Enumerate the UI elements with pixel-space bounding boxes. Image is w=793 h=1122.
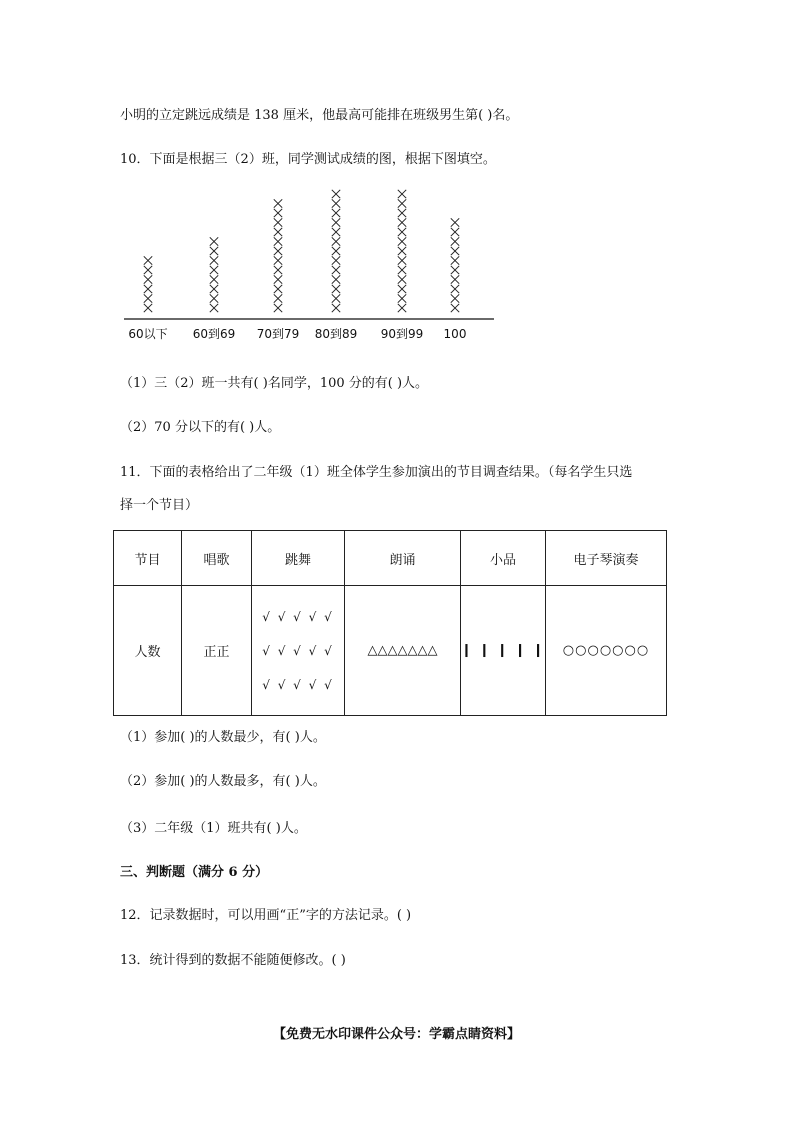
table-header-cell: 节目	[114, 531, 182, 586]
table-header-cell: 朗诵	[345, 531, 461, 586]
chart-mark-x	[398, 294, 406, 302]
chart-mark-x	[274, 218, 282, 226]
chart-mark-x	[332, 218, 340, 226]
chart-mark-x	[144, 256, 152, 264]
chart-mark-x	[332, 237, 340, 245]
chart-mark-x	[274, 256, 282, 264]
dot-chart	[110, 185, 510, 354]
chart-mark-x	[210, 285, 218, 293]
footer-note: 【免费无水印课件公众号：学霸点睛资料】	[272, 1027, 520, 1042]
chart-mark-x	[451, 266, 459, 274]
chart-category-label: 70到79	[256, 327, 300, 341]
chart-mark-x	[274, 237, 282, 245]
chart-mark-x	[274, 199, 282, 207]
singing-tally: 正正	[182, 586, 252, 716]
row-label: 人数	[114, 586, 182, 716]
chart-mark-x	[451, 275, 459, 283]
chart-category-label: 90到99	[380, 327, 424, 341]
chart-mark-x	[274, 285, 282, 293]
chart-mark-x	[451, 228, 459, 236]
table-header-row	[114, 531, 667, 586]
chart-mark-x	[332, 190, 340, 198]
table-row	[114, 586, 667, 716]
chart-mark-x	[274, 275, 282, 283]
chart-mark-x	[332, 294, 340, 302]
question-10-part-2: （2）70 分以下的有( )人。	[120, 420, 281, 435]
chart-mark-x	[451, 218, 459, 226]
chart-mark-x	[274, 228, 282, 236]
question-11-line-2: 择一个节目）	[120, 498, 199, 513]
chart-mark-x	[398, 190, 406, 198]
text-line-1: 小明的立定跳远成绩是 138 厘米，他最高可能排在班级男生第( )名。	[120, 108, 519, 123]
chart-mark-x	[210, 266, 218, 274]
chart-mark-x	[274, 294, 282, 302]
question-11-part-2: （2）参加( )的人数最多，有( )人。	[120, 774, 326, 789]
dance-check-row: √ √ √ √ √	[262, 643, 334, 658]
chart-mark-x	[398, 285, 406, 293]
chart-mark-x	[332, 209, 340, 217]
survey-table	[113, 530, 667, 716]
chart-mark-x	[144, 294, 152, 302]
chart-category-label: 60到69	[192, 327, 236, 341]
skit-tally: ❙❙❙❙❙	[461, 586, 546, 716]
chart-mark-x	[398, 266, 406, 274]
chart-mark-x	[332, 266, 340, 274]
table-header-cell: 电子琴演奏	[546, 531, 667, 586]
chart-mark-x	[332, 285, 340, 293]
chart-mark-x	[451, 285, 459, 293]
question-10-part-1: （1）三（2）班一共有( )名同学，100 分的有( )人。	[120, 376, 429, 391]
chart-mark-x	[210, 237, 218, 245]
chart-mark-x	[398, 209, 406, 217]
chart-mark-x	[144, 275, 152, 283]
chart-mark-x	[144, 266, 152, 274]
chart-mark-x	[451, 294, 459, 302]
chart-mark-x	[332, 228, 340, 236]
chart-mark-x	[332, 247, 340, 255]
chart-mark-x	[451, 247, 459, 255]
chart-mark-x	[274, 266, 282, 274]
chart-mark-x	[274, 304, 282, 312]
chart-category-label: 100	[443, 327, 467, 341]
question-11-line-1: 11．下面的表格给出了二年级（1）班全体学生参加演出的节目调查结果。（每名学生只选	[120, 465, 633, 480]
dance-tally	[252, 586, 345, 716]
chart-mark-x	[398, 237, 406, 245]
keyboard-tally: ○○○○○○○	[546, 586, 667, 716]
chart-mark-x	[398, 199, 406, 207]
chart-mark-x	[398, 275, 406, 283]
chart-category-label: 80到89	[314, 327, 358, 341]
chart-mark-x	[210, 275, 218, 283]
chart-mark-x	[210, 256, 218, 264]
chart-mark-x	[332, 199, 340, 207]
chart-mark-x	[451, 304, 459, 312]
table-header-cell: 小品	[461, 531, 546, 586]
question-11-part-1: （1）参加( )的人数最少，有( )人。	[120, 730, 326, 745]
chart-mark-x	[398, 304, 406, 312]
chart-mark-x	[274, 209, 282, 217]
question-12: 12．记录数据时，可以用画“正”字的方法记录。( )	[120, 908, 412, 923]
question-11-part-3: （3）二年级（1）班共有( )人。	[120, 821, 307, 836]
question-13: 13．统计得到的数据不能随便修改。( )	[120, 953, 346, 968]
table-header-cell: 跳舞	[252, 531, 345, 586]
chart-category-label: 60以下	[128, 327, 168, 341]
table-header-cell: 唱歌	[182, 531, 252, 586]
section-3-heading: 三、判断题（满分 6 分）	[120, 865, 269, 880]
recite-tally: △△△△△△△	[345, 586, 461, 716]
chart-mark-x	[398, 247, 406, 255]
chart-mark-x	[451, 237, 459, 245]
chart-mark-x	[451, 256, 459, 264]
chart-mark-x	[274, 247, 282, 255]
chart-mark-x	[398, 228, 406, 236]
chart-mark-x	[144, 304, 152, 312]
chart-mark-x	[144, 285, 152, 293]
chart-mark-x	[398, 218, 406, 226]
chart-mark-x	[332, 275, 340, 283]
chart-mark-x	[398, 256, 406, 264]
chart-mark-x	[210, 304, 218, 312]
chart-mark-x	[332, 256, 340, 264]
chart-mark-x	[210, 247, 218, 255]
chart-mark-x	[332, 304, 340, 312]
dance-check-row: √ √ √ √ √	[262, 609, 334, 624]
chart-mark-x	[210, 294, 218, 302]
question-10: 10．下面是根据三（2）班，同学测试成绩的图，根据下图填空。	[120, 152, 496, 167]
dance-check-row: √ √ √ √ √	[262, 677, 334, 692]
